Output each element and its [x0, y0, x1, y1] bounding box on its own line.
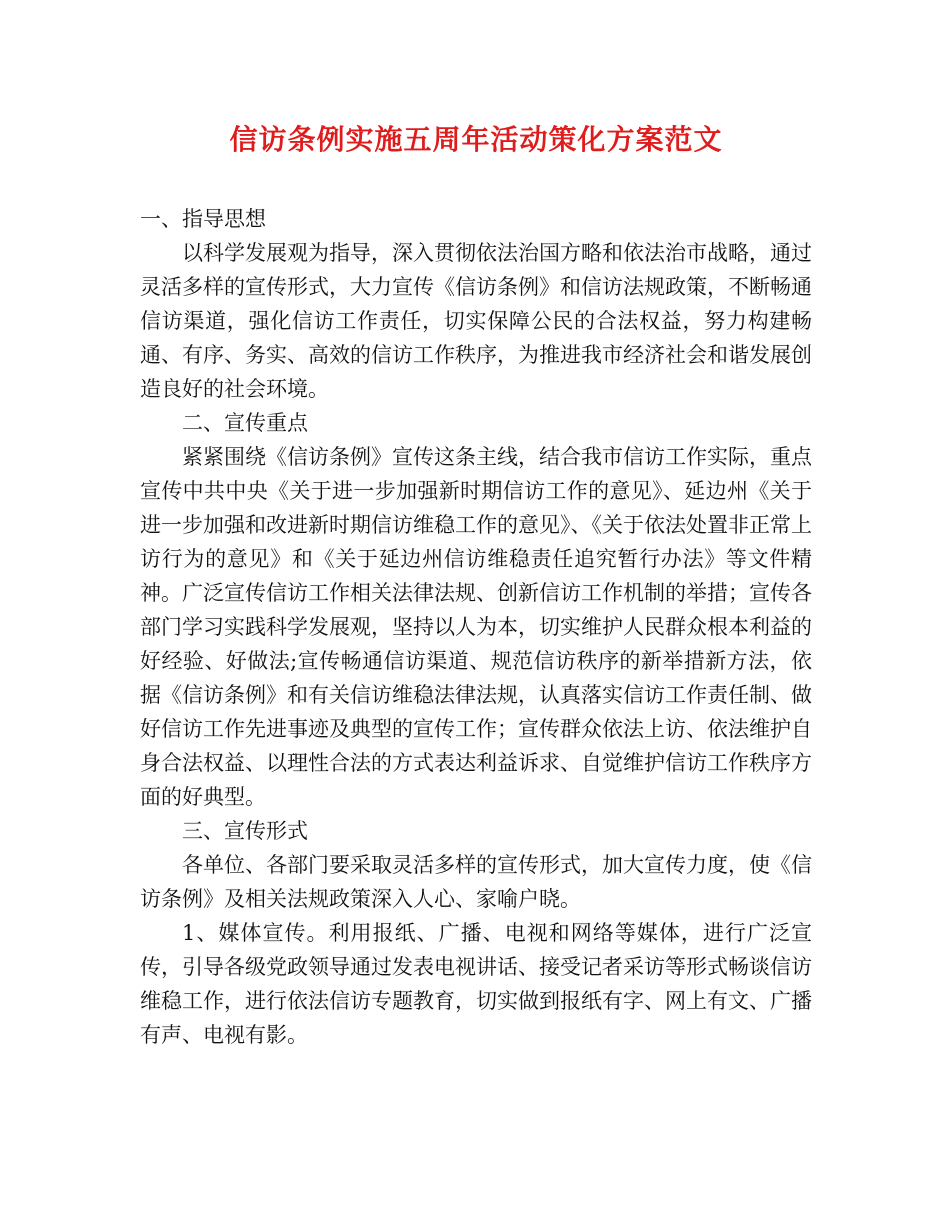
- document-page: [140, 120, 812, 1052]
- document-body: [140, 202, 812, 1052]
- section-heading-1: 一、指导思想: [140, 207, 266, 231]
- section-heading-2: 二、宣传重点: [182, 411, 308, 435]
- section-2-paragraph-1: 紧紧围绕《信访条例》宣传这条主线，结合我市信访工作实际，重点宣传中共中央《关于进一步加强新时期信访工作的意见》、延边州《关于进一步加强和改进新时期信访维稳工作的意见》、《关于依法处置非正常上访行为的意见》和《关于延边州信访维稳责任追究暂行办法》等文件精神。广泛宣传信访工作相关法律法规、创新信访工作机制的举措；宣传各部门学习实践科学发展观，坚持以人为本，切实维护人民群众根本利益的好经验、好做法;宣传畅通信访渠道、规范信访秩序的新举措新方法，依据《信访条例》和有关信访维稳法律法规，认真落实信访工作责任制、做好信访工作先进事迹及典型的宣传工作；宣传群众依法上访、依法维护自身合法权益、以理性合法的方式表达利益诉求、自觉维护信访工作秩序方面的好典型。: [140, 445, 812, 809]
- section-1-paragraph-1: 以科学发展观为指导，深入贯彻依法治国方略和依法治市战略，通过灵活多样的宣传形式，大力宣传《信访条例》和信访法规政策，不断畅通信访渠道，强化信访工作责任，切实保障公民的合法权益，努力构建畅通、有序、务实、高效的信访工作秩序，为推进我市经济社会和谐发展创造良好的社会环境。: [140, 241, 812, 401]
- document-title: 信访条例实施五周年活动策化方案范文: [229, 123, 723, 156]
- section-3-paragraph-2: 1、媒体宣传。利用报纸、广播、电视和网络等媒体，进行广泛宣传，引导各级党政领导通过发表电视讲话、接受记者采访等形式畅谈信访维稳工作，进行依法信访专题教育，切实做到报纸有字、网上有文、广播有声、电视有影。: [140, 921, 812, 1047]
- section-heading-3: 三、宣传形式: [182, 819, 308, 843]
- section-3-paragraph-1: 各单位、各部门要采取灵活多样的宣传形式，加大宣传力度，使《信访条例》及相关法规政策深入人心、家喻户晓。: [140, 853, 812, 911]
